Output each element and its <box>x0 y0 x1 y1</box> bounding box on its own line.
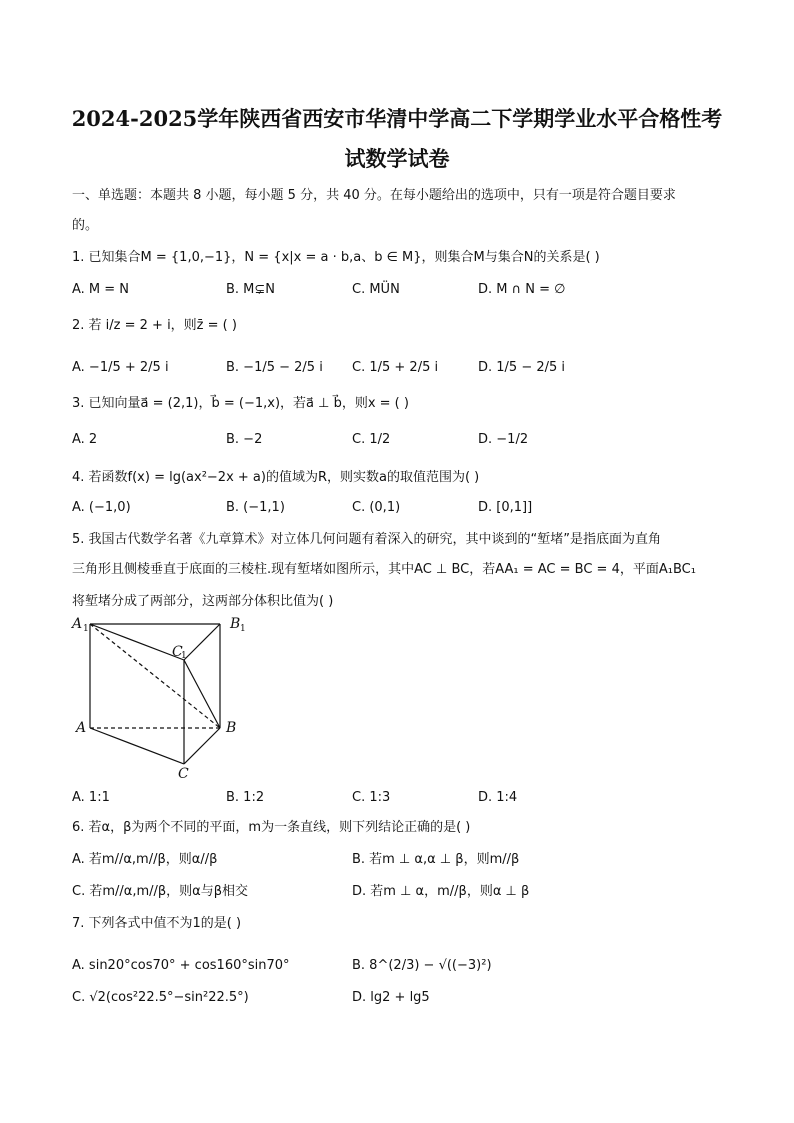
question-3-stem: 3. 已知向量a⃗ = (2,1)，b⃗ = (−1,x)，若a⃗ ⊥ b⃗，则x = ( ) <box>72 396 409 411</box>
label-a1-sub: 1 <box>83 624 89 634</box>
question-7-option-a: A. sin20°cos70° + cos160°sin70° <box>72 958 290 973</box>
edge-a-c <box>90 728 184 764</box>
edge-a1-b-hidden <box>90 624 220 728</box>
label-c1-sub: 1 <box>181 651 187 661</box>
label-b1: B <box>230 616 241 632</box>
question-2-option-c: C. 1/5 + 2/5 i <box>352 360 439 375</box>
question-3-option-a: A. 2 <box>72 432 98 447</box>
label-c: C <box>178 766 189 782</box>
question-4-stem: 4. 若函数f(x) = lg(ax²−2x + a)的值域为R，则实数a的取值范围为( ) <box>72 470 480 485</box>
question-7-option-b: B. 8^(2/3) − √((−3)²) <box>352 958 492 973</box>
label-b1-sub: 1 <box>240 624 246 634</box>
question-6-stem: 6. 若α，β为两个不同的平面，m为一条直线，则下列结论正确的是( ) <box>72 820 471 835</box>
page-title-line1: 2024-2025学年陕西省西安市华清中学高二下学期学业水平合格性考 <box>71 106 723 131</box>
question-2-stem: 2. 若 i/z = 2 + i，则z̄ = ( ) <box>72 318 237 333</box>
question-7-stem: 7. 下列各式中值不为1的是( ) <box>72 916 242 931</box>
question-2-option-b: B. −1/5 − 2/5 i <box>226 360 323 375</box>
question-7-option-d: D. lg2 + lg5 <box>352 990 430 1005</box>
section-instructions-line2: 的。 <box>72 218 99 233</box>
question-5-option-a: A. 1:1 <box>72 790 110 805</box>
question-4-option-b: B. (−1,1) <box>226 500 285 515</box>
edge-a1-c1 <box>90 624 184 660</box>
edge-b1-c1 <box>184 624 220 660</box>
label-a: A <box>76 720 87 736</box>
question-5-stem-line3: 将堑堵分成了两部分，这两部分体积比值为( ) <box>72 594 334 609</box>
question-3-option-d: D. −1/2 <box>478 432 529 447</box>
question-5-option-c: C. 1:3 <box>352 790 391 805</box>
page-title-line2: 试数学试卷 <box>344 146 450 171</box>
question-6-option-c: C. 若m//α,m//β，则α与β相交 <box>72 884 249 899</box>
edge-c1-b <box>184 660 220 728</box>
prism-figure <box>68 612 268 784</box>
question-1-option-c: C. MÜN <box>352 282 400 297</box>
question-1-option-a: A. M = N <box>72 282 130 297</box>
question-6-option-a: A. 若m//α,m//β，则α//β <box>72 852 218 867</box>
question-1-option-d: D. M ∩ N = ∅ <box>478 282 566 297</box>
question-4-option-c: C. (0,1) <box>352 500 401 515</box>
question-6-option-d: D. 若m ⊥ α，m//β，则α ⊥ β <box>352 884 530 899</box>
question-5-stem-line2: 三角形且侧棱垂直于底面的三棱柱.现有堑堵如图所示，其中AC ⊥ BC，若AA₁ = AC = BC = 4，平面A₁BC₁ <box>72 562 696 577</box>
question-2-option-d: D. 1/5 − 2/5 i <box>478 360 566 375</box>
label-b: B <box>226 720 237 736</box>
label-c1: C <box>172 644 183 660</box>
question-5-option-b: B. 1:2 <box>226 790 265 805</box>
question-4-option-a: A. (−1,0) <box>72 500 131 515</box>
question-5-stem-line1: 5. 我国古代数学名著《九章算术》对立体几何问题有着深入的研究，其中谈到的“堑堵”是指底面为直角 <box>72 532 662 547</box>
question-4-option-d: D. [0,1]] <box>478 500 533 515</box>
question-3-option-c: C. 1/2 <box>352 432 391 447</box>
question-6-option-b: B. 若m ⊥ α,α ⊥ β，则m//β <box>352 852 520 867</box>
section-instructions-line1: 一、单选题：本题共 8 小题，每小题 5 分，共 40 分。在每小题给出的选项中，只有一项是符合题目要求 <box>72 188 676 203</box>
question-1-option-b: B. M⊊N <box>226 282 276 297</box>
edge-b-c <box>184 728 220 764</box>
question-2-option-a: A. −1/5 + 2/5 i <box>72 360 169 375</box>
question-7-option-c: C. √2(cos²22.5°−sin²22.5°) <box>72 990 249 1005</box>
question-1-stem: 1. 已知集合M = {1,0,−1}，N = {x|x = a · b,a、b ∈ M}，则集合M与集合N的关系是( ) <box>72 250 600 265</box>
question-3-option-b: B. −2 <box>226 432 263 447</box>
question-5-option-d: D. 1:4 <box>478 790 518 805</box>
label-a1: A <box>72 616 83 632</box>
